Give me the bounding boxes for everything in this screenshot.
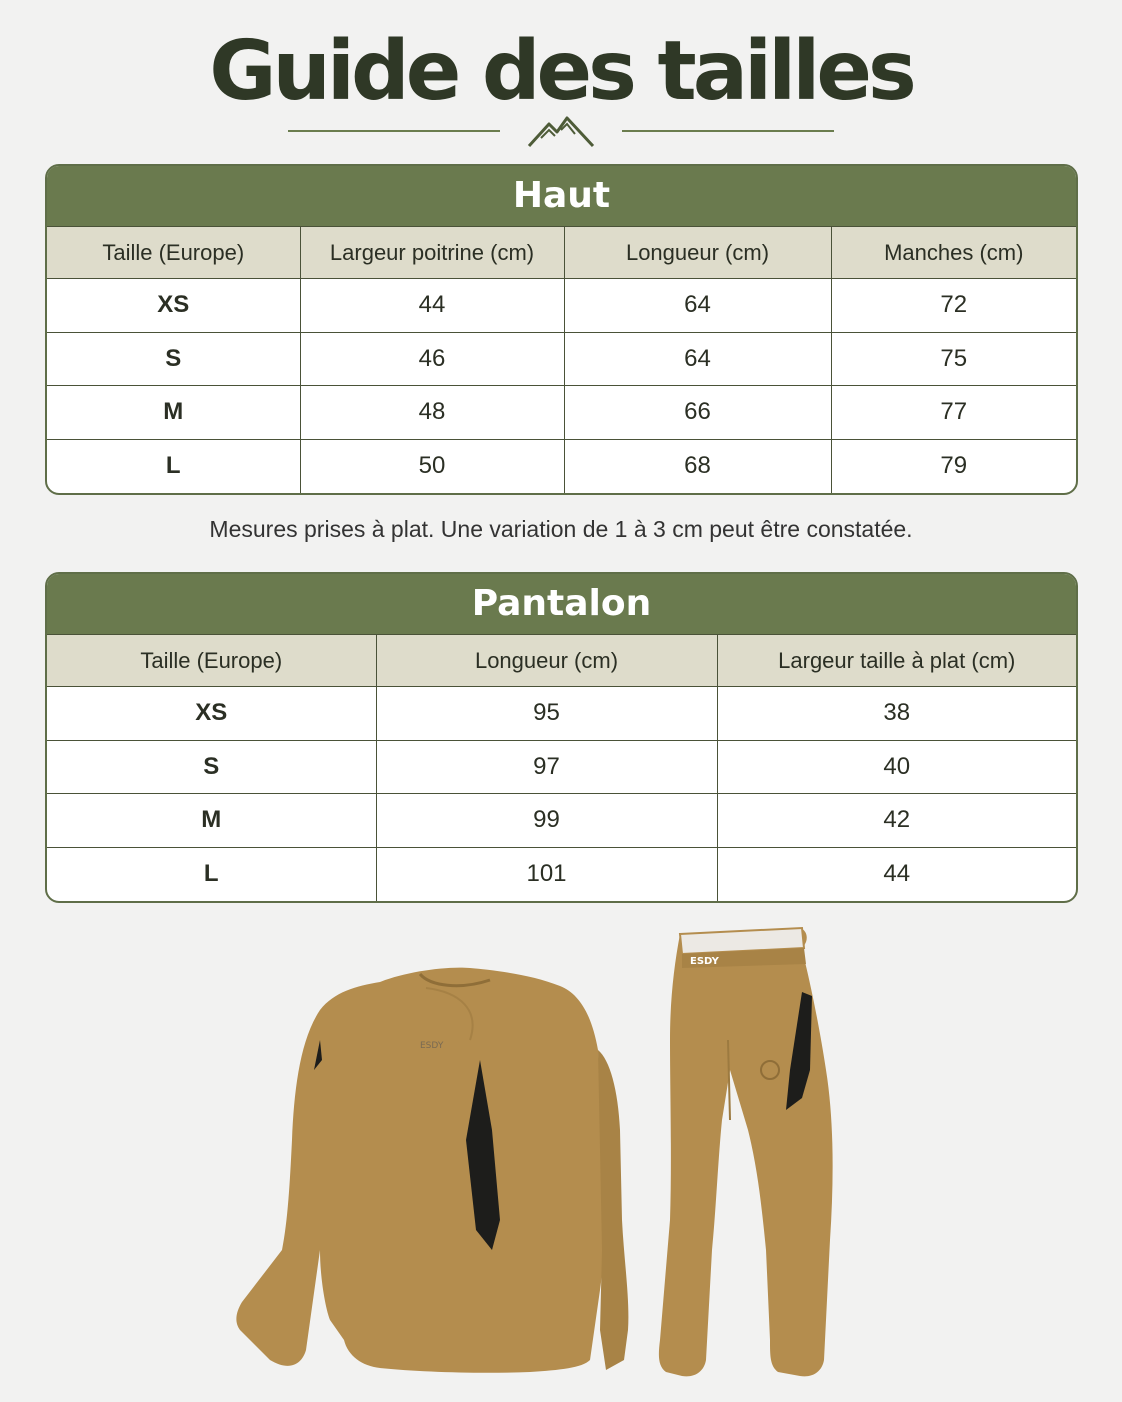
haut-col-header: Manches (cm) bbox=[831, 227, 1076, 279]
table-row bbox=[47, 687, 1076, 741]
size-cell: S bbox=[47, 740, 376, 794]
page-title: Guide des tailles bbox=[209, 24, 913, 119]
table-cell: 66 bbox=[564, 386, 831, 440]
pantalon-col-header: Longueur (cm) bbox=[376, 635, 717, 687]
haut-col-header: Longueur (cm) bbox=[564, 227, 831, 279]
table-row bbox=[47, 847, 1076, 901]
mountain-icon bbox=[527, 112, 595, 148]
table-cell: 40 bbox=[717, 740, 1076, 794]
haut-col-header: Largeur poitrine (cm) bbox=[300, 227, 564, 279]
table-row bbox=[47, 794, 1076, 848]
size-cell: XS bbox=[47, 279, 300, 333]
table-cell: 75 bbox=[831, 332, 1076, 386]
garment-illustration bbox=[230, 920, 850, 1390]
table-row bbox=[47, 740, 1076, 794]
table-cell: 46 bbox=[300, 332, 564, 386]
top-logo: ESDY bbox=[420, 1041, 444, 1051]
table-cell: 64 bbox=[564, 279, 831, 333]
pantalon-size-table bbox=[45, 572, 1078, 903]
table-cell: 101 bbox=[376, 847, 717, 901]
divider-line-left bbox=[288, 130, 500, 132]
table-cell: 97 bbox=[376, 740, 717, 794]
table-cell: 64 bbox=[564, 332, 831, 386]
table-row bbox=[47, 386, 1076, 440]
haut-size-table bbox=[45, 164, 1078, 495]
table-cell: 77 bbox=[831, 386, 1076, 440]
size-cell: M bbox=[47, 386, 300, 440]
table-cell: 44 bbox=[717, 847, 1076, 901]
pantalon-heading: Pantalon bbox=[47, 574, 1076, 634]
size-cell: XS bbox=[47, 687, 376, 741]
table-cell: 38 bbox=[717, 687, 1076, 741]
size-cell: L bbox=[47, 439, 300, 493]
table-cell: 95 bbox=[376, 687, 717, 741]
pantalon-header-row bbox=[47, 635, 1076, 687]
base-layer-pants-image bbox=[659, 928, 833, 1376]
haut-col-header: Taille (Europe) bbox=[47, 227, 300, 279]
table-cell: 99 bbox=[376, 794, 717, 848]
divider-line-right bbox=[622, 130, 834, 132]
pantalon-col-header: Largeur taille à plat (cm) bbox=[717, 635, 1076, 687]
size-cell: S bbox=[47, 332, 300, 386]
table-cell: 48 bbox=[300, 386, 564, 440]
pantalon-col-header: Taille (Europe) bbox=[47, 635, 376, 687]
haut-header-row bbox=[47, 227, 1076, 279]
table-cell: 79 bbox=[831, 439, 1076, 493]
haut-heading: Haut bbox=[47, 166, 1076, 226]
pants-logo: ESDY bbox=[690, 956, 719, 967]
size-cell: M bbox=[47, 794, 376, 848]
measurement-note: Mesures prises à plat. Une variation de 1 à 3 cm peut être constatée. bbox=[209, 516, 913, 542]
base-layer-top-image bbox=[236, 968, 628, 1373]
size-cell: L bbox=[47, 847, 376, 901]
table-row bbox=[47, 332, 1076, 386]
table-cell: 68 bbox=[564, 439, 831, 493]
table-row bbox=[47, 439, 1076, 493]
table-cell: 50 bbox=[300, 439, 564, 493]
table-cell: 72 bbox=[831, 279, 1076, 333]
table-row bbox=[47, 279, 1076, 333]
title-divider bbox=[0, 112, 1122, 152]
table-cell: 44 bbox=[300, 279, 564, 333]
table-cell: 42 bbox=[717, 794, 1076, 848]
